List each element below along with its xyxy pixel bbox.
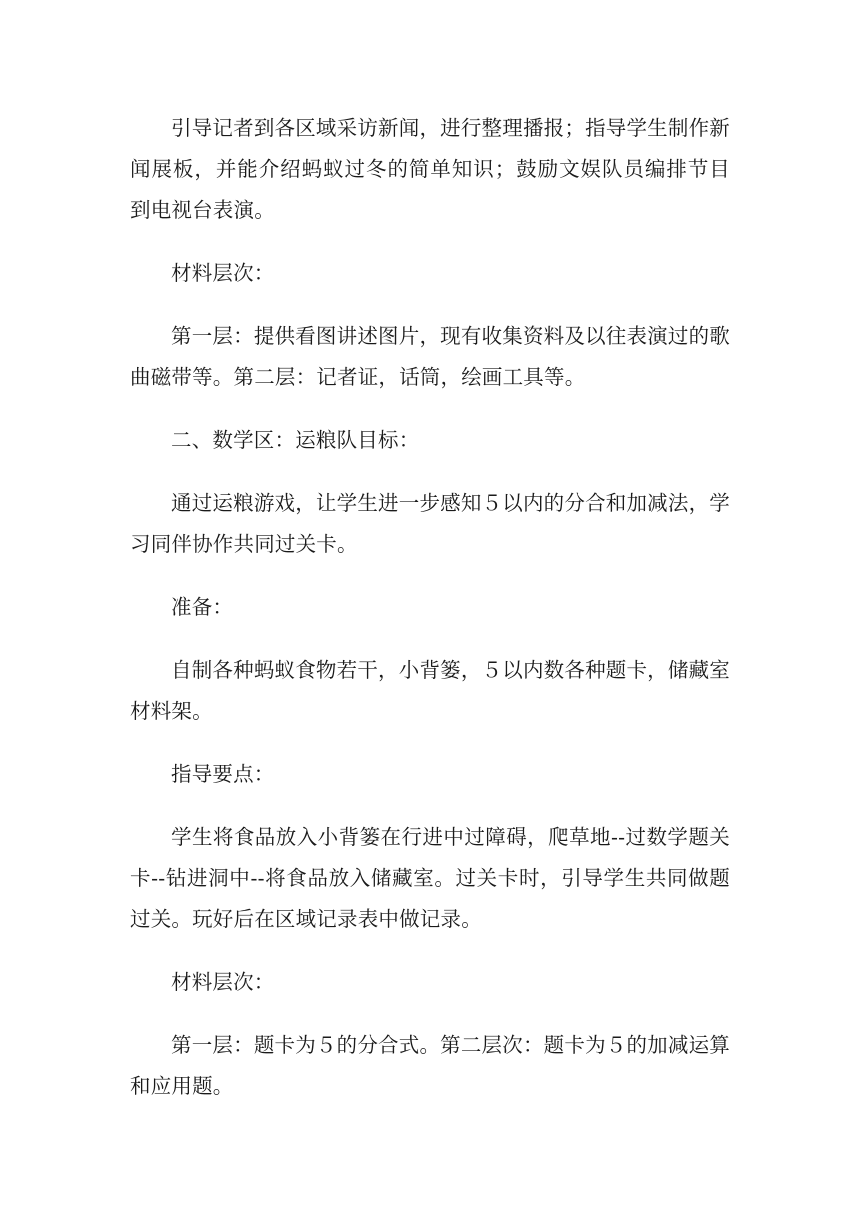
paragraph: 第一层：提供看图讲述图片，现有收集资料及以往表演过的歌曲磁带等。第二层：记者证，话筒，绘画工具等。 bbox=[130, 324, 730, 389]
paragraph: 第一层：题卡为５的分合式。第二层次：题卡为５的加减运算和应用题。 bbox=[130, 1033, 730, 1098]
section-heading: 材料层次： bbox=[171, 261, 275, 285]
section-heading: 二、数学区：运粮队目标： bbox=[171, 428, 420, 452]
section-heading: 指导要点： bbox=[171, 762, 275, 786]
paragraph: 学生将食品放入小背篓在行进中过障碍，爬草地--过数学题关卡--钻进洞中--将食品放入储藏室。过关卡时，引导学生共同做题过关。玩好后在区域记录表中做记录。 bbox=[130, 825, 730, 931]
section-heading: 准备： bbox=[171, 595, 234, 619]
paragraph: 自制各种蚂蚁食物若干，小背篓，５以内数各种题卡，储藏室材料架。 bbox=[130, 658, 730, 723]
paragraph: 通过运粮游戏，让学生进一步感知５以内的分合和加减法，学习同伴协作共同过关卡。 bbox=[130, 491, 730, 556]
paragraph: 引导记者到各区域采访新闻，进行整理播报；指导学生制作新闻展板，并能介绍蚂蚁过冬的简单知识；鼓励文娱队员编排节目到电视台表演。 bbox=[130, 116, 730, 222]
section-heading: 材料层次： bbox=[171, 970, 275, 994]
document-body bbox=[130, 108, 730, 1129]
